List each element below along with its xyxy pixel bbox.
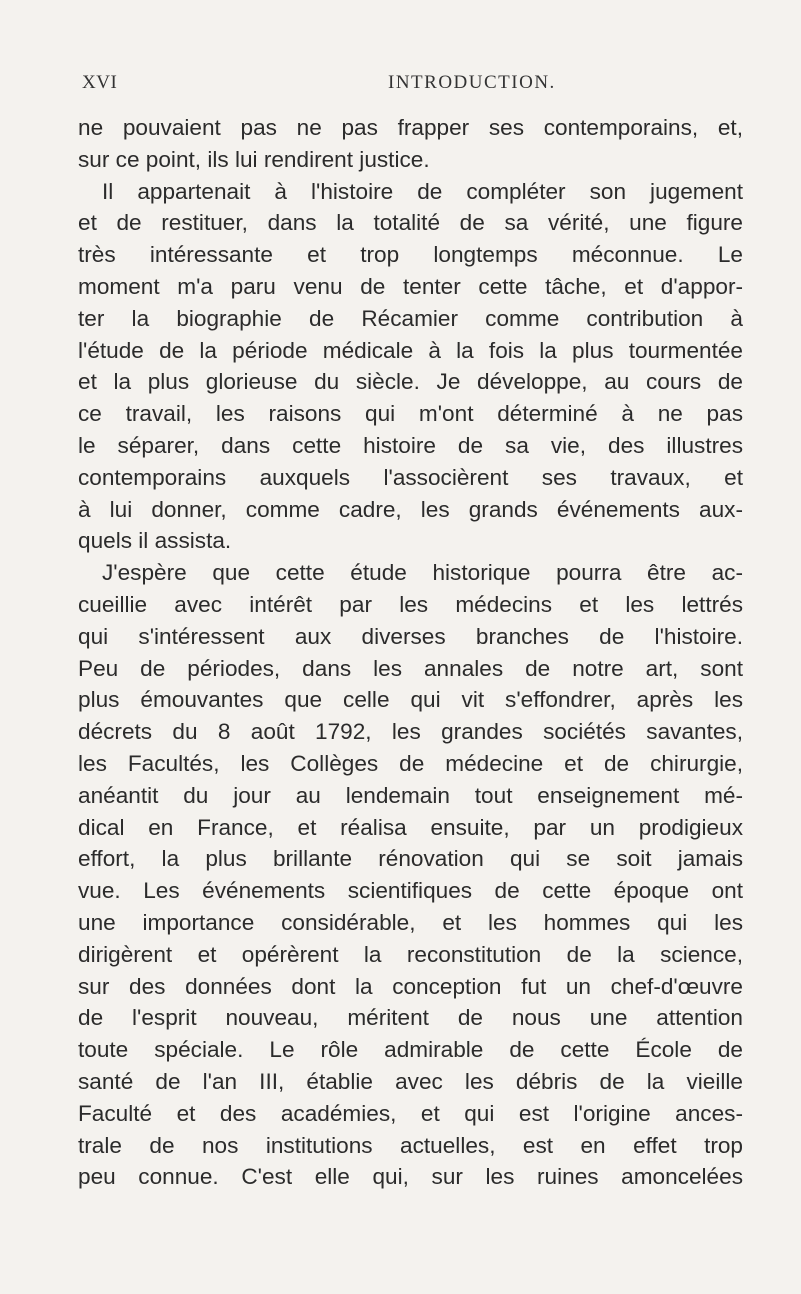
text-line: les Facultés, les Collèges de médecine et de chirurgie, [78,750,743,776]
text-line: Il appartenait à l'histoire de compléter son jugement [102,178,743,204]
text-line: anéantit du jour au lendemain tout enseignement mé- [78,782,743,808]
text-line: Peu de périodes, dans les annales de notre art, sont [78,655,743,681]
text-line: très intéressante et trop longtemps méconnue. Le [78,242,743,268]
page-number: XVI [82,72,118,93]
text-line: qui s'intéressent aux diverses branches de l'histoire. [78,623,743,649]
text-line: quels il assista. [78,528,232,554]
text-line: toute spéciale. Le rôle admirable de cette École de [78,1037,743,1063]
text-line: dirigèrent et opérèrent la reconstitution de la science, [78,941,743,967]
text-line: dical en France, et réalisa ensuite, par un prodigieux [78,814,743,840]
body-text [78,112,743,1193]
text-line: de l'esprit nouveau, méritent de nous une attention [78,1005,743,1031]
text-line: à lui donner, comme cadre, les grands événements aux- [78,496,743,522]
text-line: moment m'a paru venu de tenter cette tâche, et d'appor- [78,273,743,299]
text-line: contemporains auxquels l'associèrent ses travaux, et [78,464,743,490]
text-line: Faculté et des académies, et qui est l'origine ances- [78,1100,743,1126]
text-line: l'étude de la période médicale à la fois la plus tourmentée [78,337,743,363]
text-line: ter la biographie de Récamier comme contribution à [78,305,743,331]
text-line: plus émouvantes que celle qui vit s'effondrer, après les [78,687,743,713]
text-line: cueillie avec intérêt par les médecins et les lettrés [78,591,743,617]
text-line: santé de l'an III, établie avec les débris de la vieille [78,1068,743,1094]
text-line: J'espère que cette étude historique pourra être ac- [102,560,743,586]
running-head [78,72,743,98]
text-line: ce travail, les raisons qui m'ont déterminé à ne pas [78,401,743,427]
text-line: et de restituer, dans la totalité de sa vérité, une figure [78,210,743,236]
text-line: ne pouvaient pas ne pas frapper ses contemporains, et, [78,115,743,140]
text-line: vue. Les événements scientifiques de cette époque ont [78,878,743,904]
text-line: effort, la plus brillante rénovation qui se soit jamais [78,846,743,872]
section-title: INTRODUCTION. [388,72,556,93]
text-line: le séparer, dans cette histoire de sa vie, des illustres [78,432,743,458]
text-line: sur ce point, ils lui rendirent justice. [78,146,430,172]
text-line: et la plus glorieuse du siècle. Je développe, au cours de [78,369,743,395]
text-line: peu connue. C'est elle qui, sur les ruines amoncelées [78,1164,743,1190]
text-line: une importance considérable, et les hommes qui les [78,909,743,935]
text-line: trale de nos institutions actuelles, est en effet trop [78,1132,743,1158]
text-line: sur des données dont la conception fut un chef-d'œuvre [78,973,743,999]
text-line: décrets du 8 août 1792, les grandes sociétés savantes, [78,719,743,745]
